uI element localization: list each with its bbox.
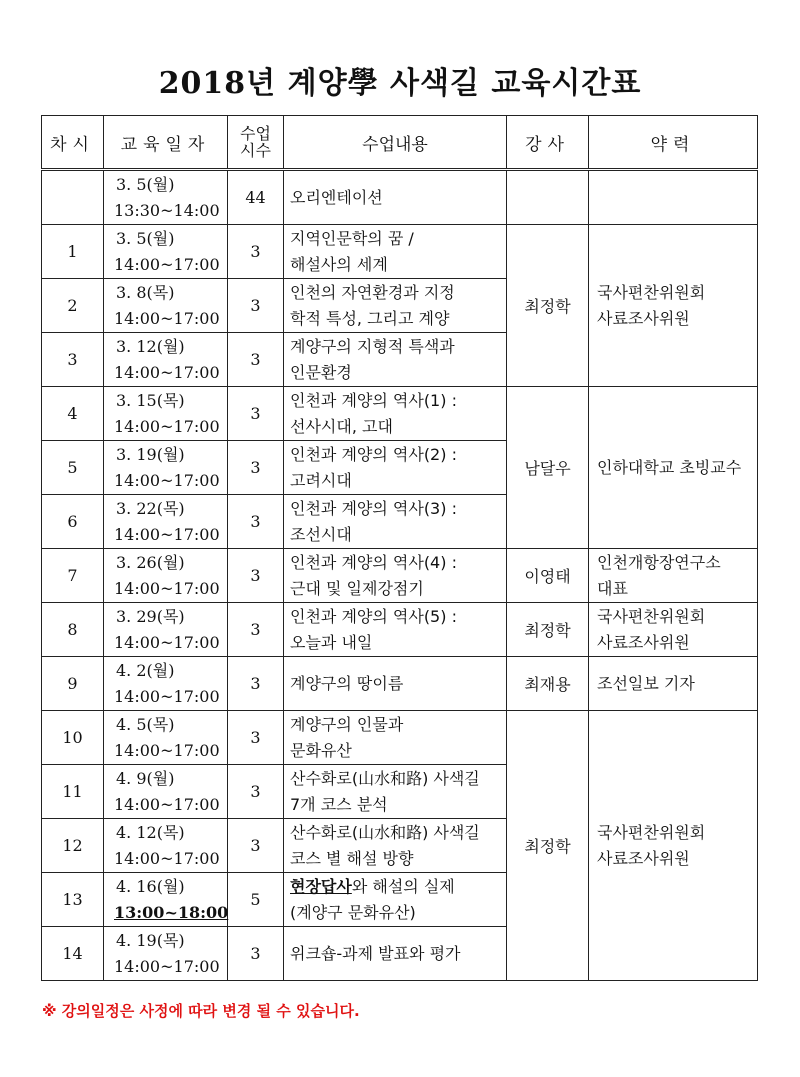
date-cell: 4. 9(월) 14:00~17:00 [104,765,228,819]
date-cell: 3. 5(월) 13:30~14:00 [104,170,228,225]
content-cell: 위크숍-과제 발표와 평가 [284,927,507,981]
content-cell: 인천과 계양의 역사(1) : 선사시대, 고대 [284,387,507,441]
date-cell: 4. 16(월) 13:00~18:00 [104,873,228,927]
date-cell: 3. 29(목) 14:00~17:00 [104,603,228,657]
header-instructor: 강사 [507,116,589,170]
content-cell: 인천과 계양의 역사(5) : 오늘과 내일 [284,603,507,657]
hours-cell: 3 [228,711,284,765]
credentials-cell: 국사편찬위원회 사료조사위원 [589,711,758,981]
hours-cell: 3 [228,279,284,333]
instructor-cell: 남달우 [507,387,589,549]
content-cell: 계양구의 지형적 특색과 인문환경 [284,333,507,387]
schedule-table [41,115,758,981]
content-cell: 현장답사와 해설의 실제 (계양구 문화유산) [284,873,507,927]
session-cell: 3 [42,333,104,387]
hours-cell: 3 [228,765,284,819]
session-cell: 2 [42,279,104,333]
header-hours: 수업 시수 [228,116,284,170]
date-cell: 3. 12(월) 14:00~17:00 [104,333,228,387]
instructor-cell: 최정학 [507,603,589,657]
session-cell: 11 [42,765,104,819]
header-content: 수업내용 [284,116,507,170]
instructor-cell: 최재용 [507,657,589,711]
date-cell: 4. 5(목) 14:00~17:00 [104,711,228,765]
hours-cell: 3 [228,495,284,549]
date-cell: 3. 5(월) 14:00~17:00 [104,225,228,279]
content-cell: 오리엔테이션 [284,170,507,225]
date-cell: 3. 26(월) 14:00~17:00 [104,549,228,603]
session-cell: 6 [42,495,104,549]
session-cell: 10 [42,711,104,765]
date-cell: 4. 2(월) 14:00~17:00 [104,657,228,711]
session-cell: 9 [42,657,104,711]
instructor-cell: 최정학 [507,711,589,981]
date-cell: 4. 12(목) 14:00~17:00 [104,819,228,873]
hours-cell: 44 [228,170,284,225]
hours-cell: 3 [228,333,284,387]
date-cell: 3. 8(목) 14:00~17:00 [104,279,228,333]
table-row [42,387,758,441]
hours-cell: 5 [228,873,284,927]
table-row [42,225,758,279]
instructor-cell: 최정학 [507,225,589,387]
table-row [42,603,758,657]
table-row [42,549,758,603]
header-row [42,116,758,170]
session-cell: 4 [42,387,104,441]
hours-cell: 3 [228,387,284,441]
session-cell: 12 [42,819,104,873]
session-cell: 7 [42,549,104,603]
content-cell: 산수화로(山水和路) 사색길 코스 별 해설 방향 [284,819,507,873]
hours-cell: 3 [228,549,284,603]
session-cell: 8 [42,603,104,657]
schedule-notice: ※ 강의일정은 사정에 따라 변경 될 수 있습니다. [42,1002,360,1020]
content-cell: 인천과 계양의 역사(4) : 근대 및 일제강점기 [284,549,507,603]
hours-cell: 3 [228,441,284,495]
session-cell: 13 [42,873,104,927]
content-cell: 인천의 자연환경과 지정 학적 특성, 그리고 계양 [284,279,507,333]
date-cell: 3. 15(목) 14:00~17:00 [104,387,228,441]
credentials-cell: 인천개항장연구소 대표 [589,549,758,603]
page-title: 2018년 계양學 사색길 교육시간표 [158,66,642,101]
instructor-cell: 이영태 [507,549,589,603]
hours-cell: 3 [228,657,284,711]
table-row [42,170,758,225]
instructor-cell [507,170,589,225]
credentials-cell: 국사편찬위원회 사료조사위원 [589,603,758,657]
hours-cell: 3 [228,225,284,279]
credentials-cell: 국사편찬위원회 사료조사위원 [589,225,758,387]
session-cell: 14 [42,927,104,981]
hours-cell: 3 [228,603,284,657]
table-row [42,711,758,765]
credentials-cell: 조선일보 기자 [589,657,758,711]
content-cell: 인천과 계양의 역사(2) : 고려시대 [284,441,507,495]
date-cell: 3. 19(월) 14:00~17:00 [104,441,228,495]
credentials-cell [589,170,758,225]
date-cell: 4. 19(목) 14:00~17:00 [104,927,228,981]
session-cell: 5 [42,441,104,495]
content-cell: 산수화로(山水和路) 사색길 7개 코스 분석 [284,765,507,819]
hours-cell: 3 [228,819,284,873]
header-session: 차시 [42,116,104,170]
date-cell: 3. 22(목) 14:00~17:00 [104,495,228,549]
table-row [42,657,758,711]
header-credentials: 약력 [589,116,758,170]
content-cell: 계양구의 땅이름 [284,657,507,711]
credentials-cell: 인하대학교 초빙교수 [589,387,758,549]
content-cell: 계양구의 인물과 문화유산 [284,711,507,765]
content-cell: 지역인문학의 꿈 / 해설사의 세계 [284,225,507,279]
content-cell: 인천과 계양의 역사(3) : 조선시대 [284,495,507,549]
session-cell [42,170,104,225]
header-date: 교육일자 [104,116,228,170]
hours-cell: 3 [228,927,284,981]
session-cell: 1 [42,225,104,279]
